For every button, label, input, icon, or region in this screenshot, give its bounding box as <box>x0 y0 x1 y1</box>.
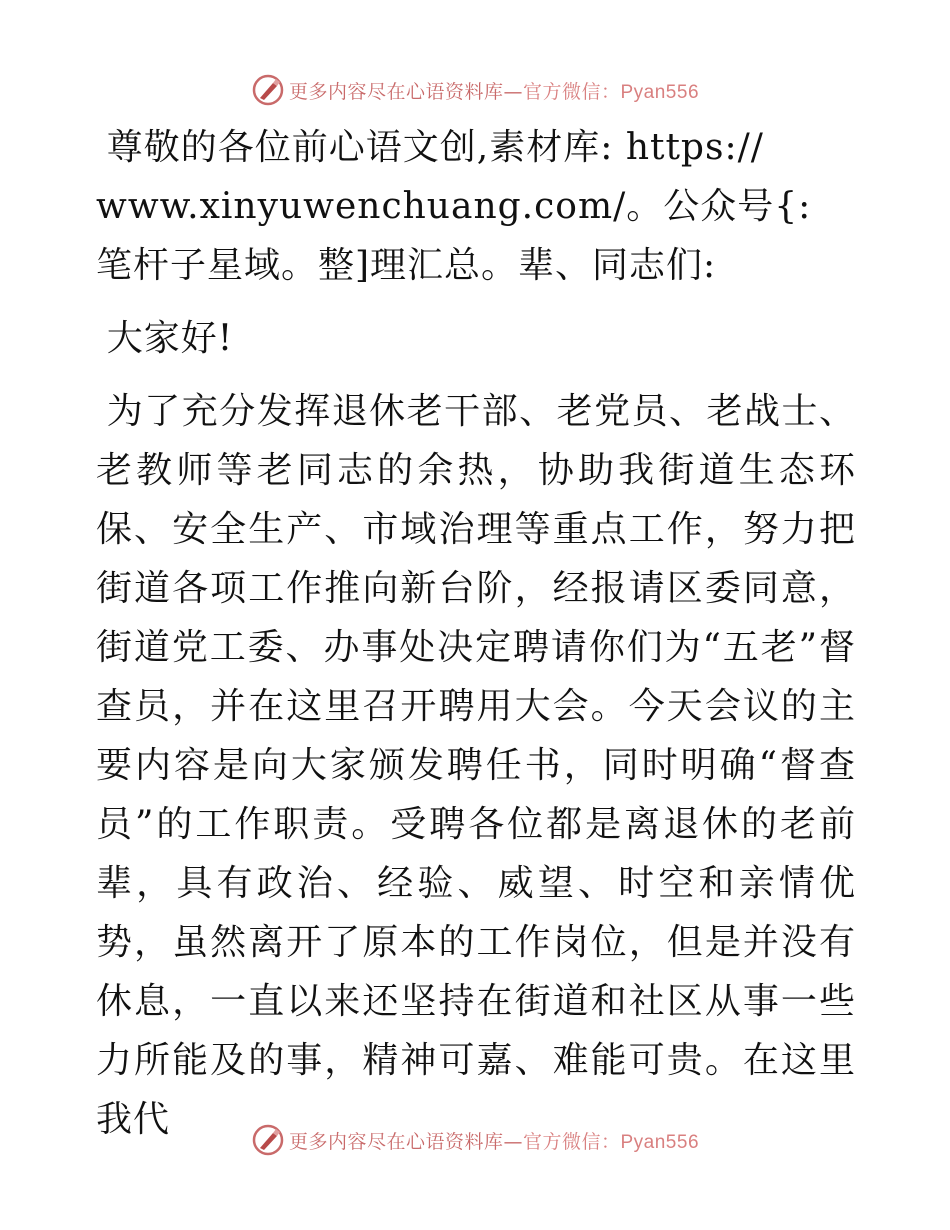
body-paragraph: 为了充分发挥退休老干部、老党员、老战士、老教师等老同志的余热，协助我街道生态环保、安全生产、市域治理等重点工作，努力把街道各项工作推向新台阶，经报请区委同意，街道党工委、办事处决定聘请你们为“五老”督查员，并在这里召开聘用大会。今天会议的主要内容是向大家颁发聘任书，同时明确“督查员”的工作职责。受聘各位都是离退休的老前辈，具有政治、经验、威望、时空和亲情优势，虽然离开了原本的工作岗位，但是并没有休息，一直以来还坚持在街道和社区从事一些力所能及的事，精神可嘉、难能可贵。在这里我代 <box>96 391 856 1140</box>
footer-watermark <box>0 1120 950 1160</box>
watermark-text: 更多内容尽在心语资料库—官方微信：Pyan556 <box>288 1130 700 1153</box>
document-body <box>96 118 856 1149</box>
intro-paragraph: 尊敬的各位前心语文创,素材库: https:// www.xinyuwenchuang.com/。公众号{: 笔杆子星域。整]理汇总。辈、同志们: <box>96 127 812 286</box>
header-watermark <box>0 70 950 110</box>
pen-logo-icon <box>251 1123 285 1157</box>
watermark-text: 更多内容尽在心语资料库—官方微信：Pyan556 <box>288 80 700 103</box>
greeting-paragraph: 大家好! <box>106 318 234 359</box>
pen-logo-icon <box>251 73 285 107</box>
